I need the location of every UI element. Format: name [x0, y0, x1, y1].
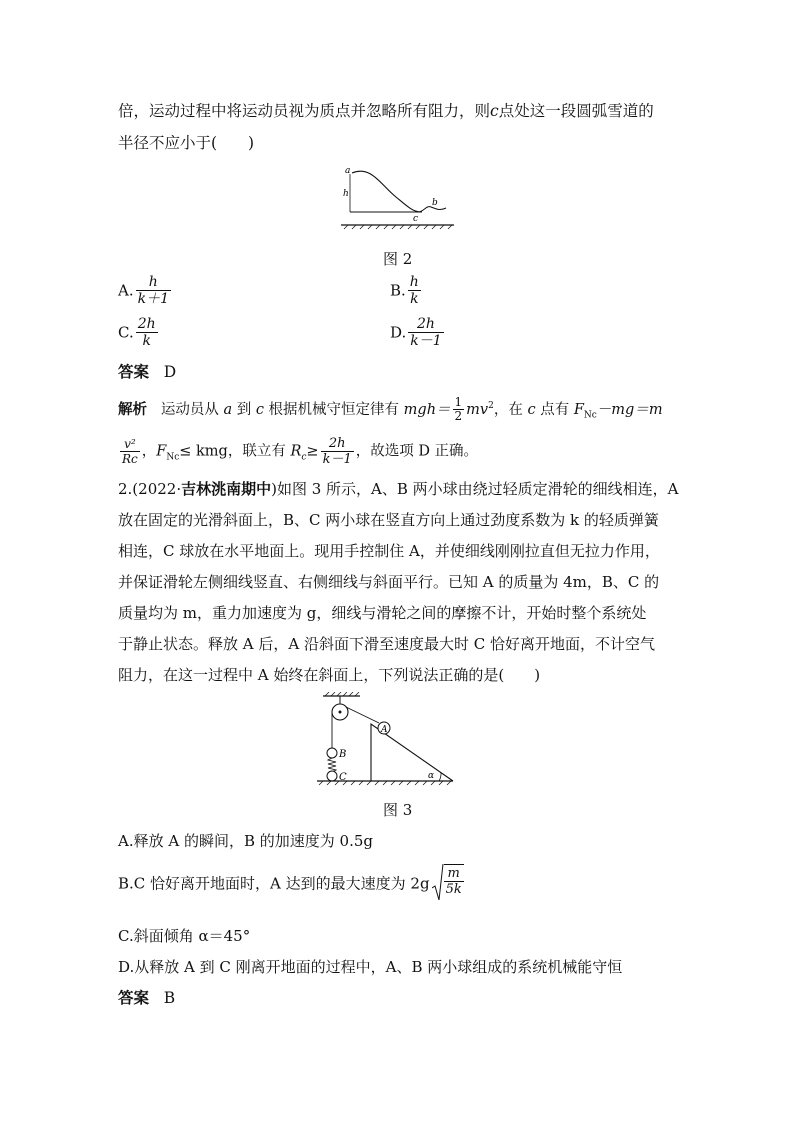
q1-option-b: B. $\frac{h}{k}$	[390, 274, 419, 307]
q1-stem-var-c: c	[490, 102, 499, 120]
fig3-angle-arc	[439, 773, 441, 781]
q1-answer-label: 答案	[118, 362, 150, 381]
q2-option-b: B.C 恰好离开地面时，A 达到的最大速度为 2g $\frac{m}{5k}$	[118, 872, 466, 897]
q1-stem-line2: 半径不应小于( )	[118, 134, 255, 152]
q2-stem-line6: 于静止状态。释放 A 后，A 沿斜面下滑至速度最大时 C 恰好离开地面，不计空气	[118, 635, 655, 653]
figure-2-ski-slope	[336, 165, 456, 230]
fig2-ground-hatch	[344, 225, 452, 229]
q1-option-d: D. $\frac{2h}{k-1}$	[390, 316, 442, 349]
q2-stem-line1: 2.(2022·吉林洮南期中)如图 3 所示，A、B 两小球由绕过轻质定滑轮的细线相连，A	[118, 480, 679, 498]
fig3-label-c: C	[339, 772, 347, 783]
q2-option-c: C.斜面倾角 α＝45°	[118, 927, 251, 945]
q1-stem-text-b: 点处这一段圆弧雪道的	[498, 102, 654, 120]
fig3-label-alpha: α	[428, 771, 435, 781]
fig3-ball-c	[327, 771, 337, 781]
q2-stem-line3: 相连，C 球放在水平地面上。现用手控制住 A，并使细线刚刚拉直但无拉力作用，	[118, 542, 660, 560]
figure-2-caption: 图 2	[383, 250, 413, 268]
q2-answer-value: B	[163, 989, 176, 1007]
q2-stem-line5: 质量均为 m，重力加速度为 g，细线与滑轮之间的摩擦不计，开始时整个系统处	[118, 604, 647, 622]
fig2-label-a: a	[345, 166, 351, 176]
q2-source: 吉林洮南期中	[181, 480, 272, 498]
q1-answer-value: D	[163, 363, 177, 381]
q1-answer	[118, 362, 176, 382]
q1-analysis-label: 解析	[118, 400, 147, 418]
fig3-ball-b	[327, 748, 337, 758]
q1-analysis-line2: $\frac{\text{v²}}{Rc}$ ，$F_{Nc}\le$ kmg，联立有 $R_c\ge$ $\frac{2h}{k-1}$ ，故选项 D 正确。	[122, 436, 479, 467]
figure-3-caption: 图 3	[383, 801, 413, 819]
q2-option-d: D.从释放 A 到 C 刚离开地面的过程中，A、B 两小球组成的系统机械能守恒	[118, 958, 623, 976]
q2-stem-line4: 并保证滑轮左侧细线竖直、右侧细线与斜面平行。已知 A 的质量为 4m，B、C 的	[118, 573, 660, 591]
q2-stem-line2: 放在固定的光滑斜面上，B、C 两小球在竖直方向上通过劲度系数为 k 的轻质弹簧	[118, 511, 659, 529]
q2-answer	[118, 988, 175, 1008]
fig2-label-c: c	[413, 214, 419, 224]
fig3-string-right	[346, 707, 379, 723]
q1-analysis-line1: 解析 运动员从 a 到 c 根据机械守恒定律有 mgh＝ $\frac{1}{2}$ $mv^2$，在 c 点有 $F_{Nc}-mg=m$	[118, 395, 663, 424]
figure-3-pulley-incline	[315, 692, 455, 788]
fig3-spring	[328, 758, 336, 772]
fig2-label-h: h	[343, 189, 349, 199]
fig2-slope-curve	[352, 171, 420, 212]
fig3-label-b: B	[339, 749, 347, 760]
q2-answer-label: 答案	[118, 988, 150, 1007]
q1-stem-text: 倍，运动过程中将运动员视为质点并忽略所有阻力，则	[118, 102, 491, 120]
q2-stem-line7: 阻力，在这一过程中 A 始终在斜面上，下列说法正确的是( )	[118, 666, 541, 684]
q1-option-c: C. $\frac{2h}{k}$	[118, 316, 156, 349]
fig2-label-b: b	[432, 198, 438, 208]
fig3-label-a: A	[381, 725, 388, 735]
q2-option-a: A.释放 A 的瞬间，B 的加速度为 0.5g	[118, 832, 373, 850]
q1-stem-line1	[118, 101, 654, 121]
q1-option-a: A. $\frac{h}{k+1}$	[118, 274, 169, 307]
q2-option-b-sqrt: $\frac{m}{5k}$	[432, 872, 466, 897]
